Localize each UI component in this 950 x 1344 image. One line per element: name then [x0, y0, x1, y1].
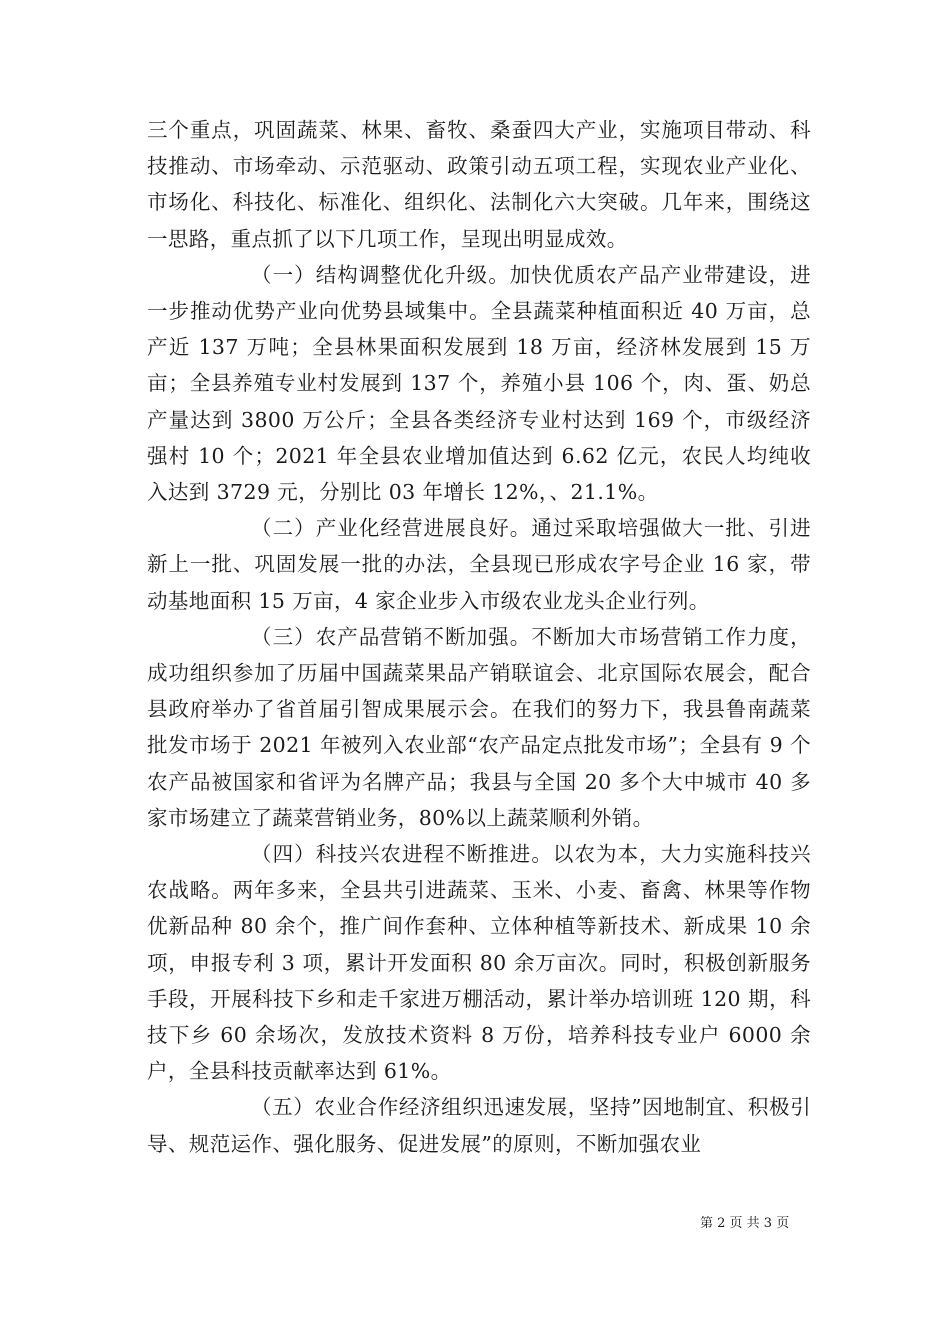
paragraph-industrialization: （二）产业化经营进展良好。通过采取培强做大一批、引进新上一批、巩固发展一批的办法，全县现已形成农字号企业 16 家，带动基地面积 15 万亩，4 家企业步入市级农业龙头企业行列。 [147, 516, 811, 613]
document-body [147, 112, 811, 1162]
page-number-footer: 第 2 页 共 3 页 [700, 1216, 790, 1231]
paragraph-marketing: （三）农产品营销不断加强。不断加大市场营销工作力度，成功组织参加了历届中国蔬菜果品产销联谊会、北京国际农展会，配合县政府举办了省首届引智成果展示会。在我们的努力下，我县鲁南蔬菜批发市场于 2021 年被列入农业部“农产品定点批发市场”；全县有 9 个农产品被国家和省评为名牌产品；我县与全国 20 多个大中城市 40 多家市场建立了蔬菜营销业务，80%以上蔬菜顺利外销。 [147, 624, 811, 830]
paragraph-technology: （四）科技兴农进程不断推进。以农为本，大力实施科技兴农战略。两年多来，全县共引进蔬菜、玉米、小麦、畜禽、林果等作物优新品种 80 余个，推广间作套种、立体种植等新技术、新成果 10 余项，申报专利 3 项，累计开发面积 80 余万亩次。同时，积极创新服务手段，开展科技下乡和走千家进万棚活动，累计举办培训班 120 期，科技下乡 60 余场次，发放技术资料 8 万份，培养科技专业户 6000 余户，全县科技贡献率达到 61%。 [147, 842, 811, 1084]
paragraph-intro-continuation: 三个重点，巩固蔬菜、林果、畜牧、桑蚕四大产业，实施项目带动、科技推动、市场牵动、示范驱动、政策引动五项工程，实现农业产业化、市场化、科技化、标准化、组织化、法制化六大突破。几年来，围绕这一思路，重点抓了以下几项工作，呈现出明显成效。 [147, 118, 811, 251]
paragraph-cooperatives: （五）农业合作经济组织迅速发展，坚持”因地制宜、积极引导、规范运作、强化服务、促进发展”的原则，不断加强农业 [147, 1095, 811, 1156]
paragraph-structure-adjustment: （一）结构调整优化升级。加快优质农产品产业带建设，进一步推动优势产业向优势县域集中。全县蔬菜种植面积近 40 万亩，总产近 137 万吨；全县林果面积发展到 18 万亩，经济林发展到 15 万亩；全县养殖专业村发展到 137 个，养殖小县 106 个，肉、蛋、奶总产量达到 3800 万公斤；全县各类经济专业村达到 169 个，市级经济强村 10 个；2021 年全县农业增加值达到 6.62 亿元，农民人均纯收入达到 3729 元，分别比 03 年增长 12%，、21.1%。 [147, 262, 811, 505]
